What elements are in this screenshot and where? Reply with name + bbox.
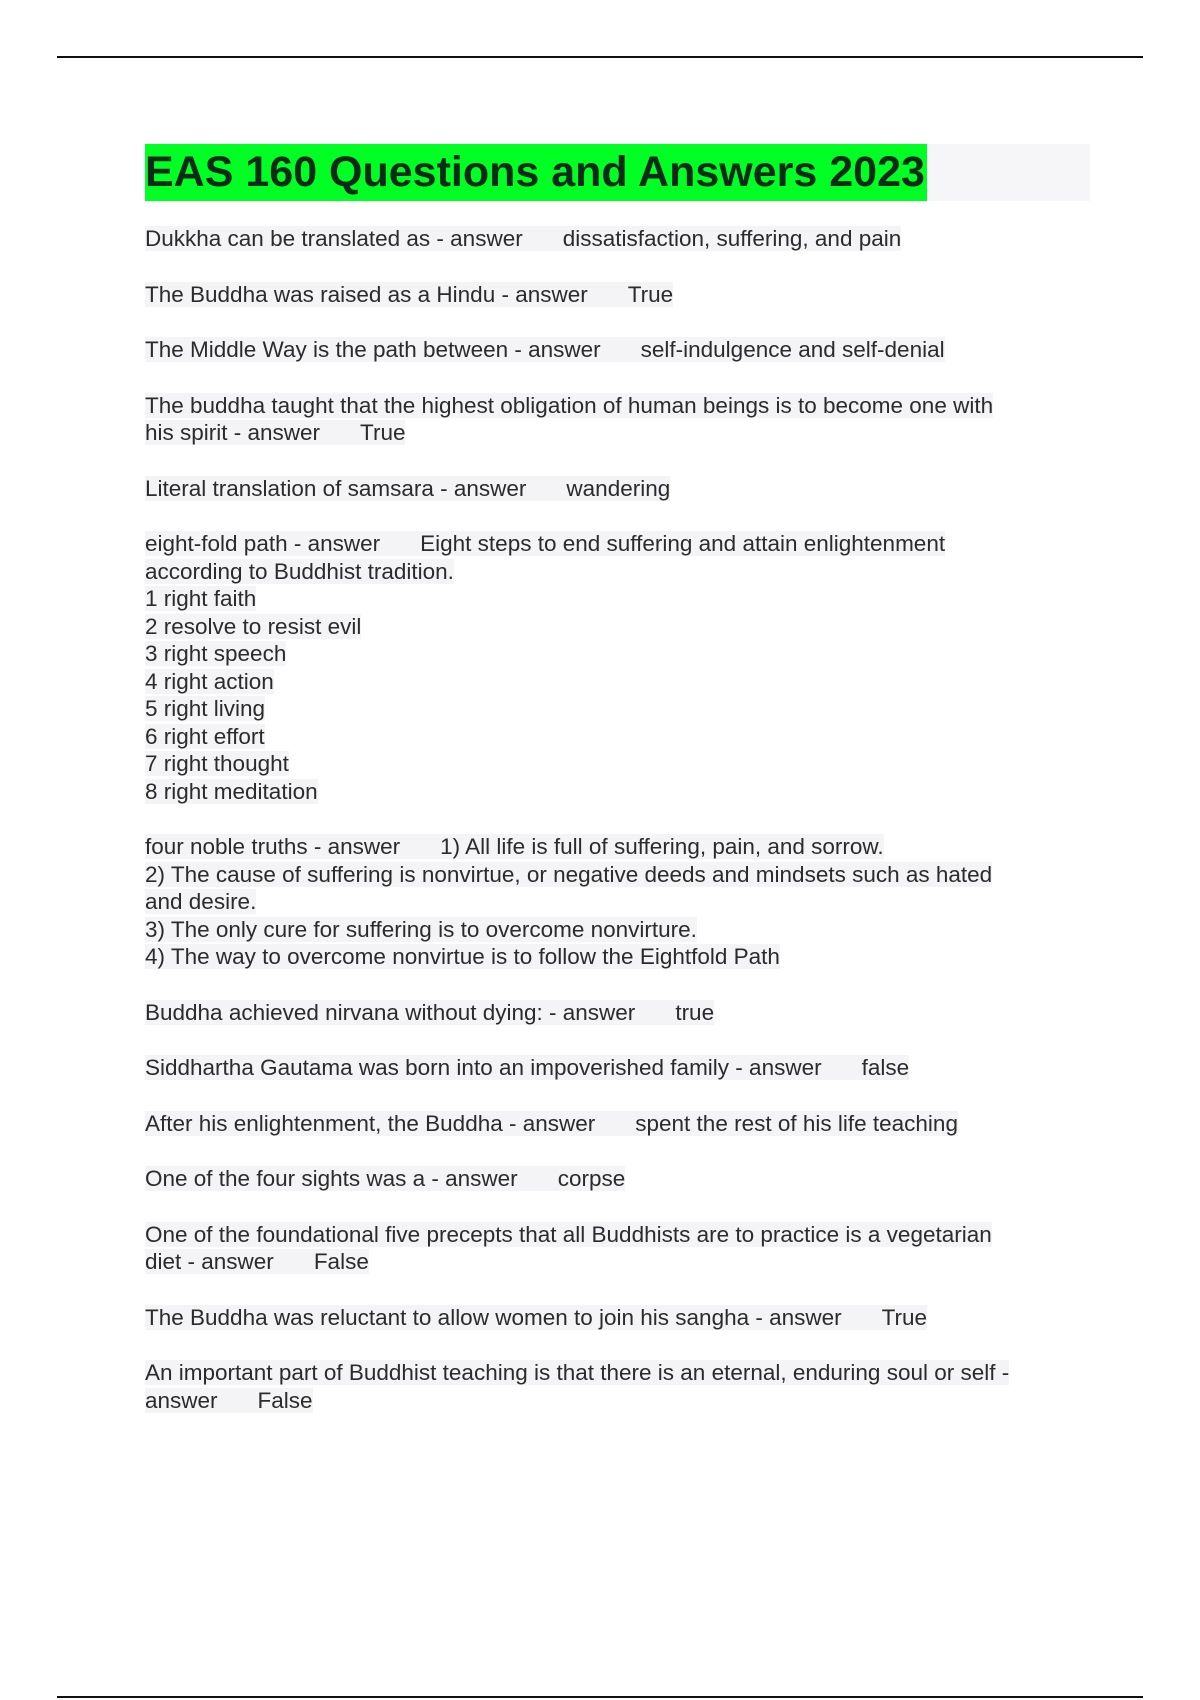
qa-item — [145, 336, 1090, 364]
answer-text: corpse — [557, 1166, 626, 1191]
continuation-text: 6 right effort — [145, 723, 265, 749]
qa-line — [145, 225, 1090, 253]
answer-text: False — [257, 1387, 313, 1413]
bottom-rule — [57, 1696, 1143, 1698]
qa-item — [145, 1221, 1090, 1276]
title-row — [145, 144, 1090, 201]
qa-item — [145, 475, 1090, 503]
continuation-text: and desire. — [145, 889, 257, 914]
question-text: The Buddha was reluctant to allow women to join his sangha - answer — [145, 1304, 842, 1330]
qa-line — [145, 888, 1090, 916]
qa-line — [145, 1165, 1090, 1193]
qa-line — [145, 943, 1090, 971]
question-text: The Middle Way is the path between - answer — [145, 337, 601, 362]
question-text: four noble truths - answer — [145, 834, 401, 859]
continuation-text: 1 right faith — [145, 586, 257, 611]
qa-line — [145, 336, 1090, 364]
qa-line — [145, 999, 1090, 1027]
qa-line — [145, 916, 1090, 944]
qa-item — [145, 1054, 1090, 1082]
qa-line — [145, 778, 1090, 806]
continuation-text: 4) The way to overcome nonvirtue is to follow the Eightfold Path — [145, 944, 780, 969]
qa-list — [145, 225, 1090, 1414]
continuation-text: answer — [145, 1387, 218, 1413]
qa-item — [145, 833, 1090, 971]
continuation-text: 2 resolve to resist evil — [145, 613, 362, 639]
continuation-text: 3 right speech — [145, 641, 287, 666]
qa-line — [145, 861, 1090, 889]
qa-item — [145, 1165, 1090, 1193]
answer-text: dissatisfaction, suffering, and pain — [562, 226, 902, 251]
question-text: The buddha taught that the highest obligation of human beings is to become one with — [145, 392, 994, 418]
continuation-text: diet - answer — [145, 1249, 274, 1274]
answer-text: True — [881, 1304, 928, 1330]
qa-line — [145, 723, 1090, 751]
qa-item — [145, 999, 1090, 1027]
question-text: Buddha achieved nirvana without dying: - answer — [145, 999, 636, 1025]
question-text: Literal translation of samsara - answer — [145, 475, 527, 501]
qa-line — [145, 1304, 1090, 1332]
document-title: EAS 160 Questions and Answers 2023 — [145, 144, 927, 201]
question-text: After his enlightenment, the Buddha - answer — [145, 1110, 596, 1136]
qa-item — [145, 281, 1090, 309]
qa-line — [145, 585, 1090, 613]
question-text: Dukkha can be translated as - answer — [145, 226, 523, 251]
question-text: One of the four sights was a - answer — [145, 1166, 518, 1191]
continuation-text: 8 right meditation — [145, 778, 318, 804]
qa-line — [145, 613, 1090, 641]
continuation-text: 3) The only cure for suffering is to overcome nonvirture. — [145, 916, 697, 942]
qa-line — [145, 530, 1090, 558]
qa-item — [145, 530, 1090, 805]
continuation-text: according to Buddhist tradition. — [145, 558, 454, 584]
qa-line — [145, 833, 1090, 861]
answer-text: True — [360, 420, 406, 445]
answer-text: Eight steps to end suffering and attain enlightenment — [420, 531, 946, 556]
qa-item — [145, 1359, 1090, 1414]
question-text: The Buddha was raised as a Hindu - answer — [145, 281, 588, 307]
qa-line — [145, 668, 1090, 696]
qa-item — [145, 1304, 1090, 1332]
continuation-text: 2) The cause of suffering is nonvirtue, or negative deeds and mindsets such as hated — [145, 861, 993, 887]
qa-line — [145, 558, 1090, 586]
answer-text: spent the rest of his life teaching — [635, 1110, 958, 1136]
qa-line — [145, 281, 1090, 309]
answer-text: True — [627, 281, 674, 307]
top-rule — [57, 56, 1143, 58]
qa-line — [145, 1221, 1090, 1249]
continuation-text: 4 right action — [145, 668, 274, 694]
qa-line — [145, 695, 1090, 723]
continuation-text: 7 right thought — [145, 751, 289, 776]
document-content — [145, 144, 1090, 1442]
qa-line — [145, 1110, 1090, 1138]
qa-line — [145, 1387, 1090, 1415]
answer-text: false — [861, 1055, 910, 1080]
qa-item — [145, 392, 1090, 447]
question-text: Siddhartha Gautama was born into an impoverished family - answer — [145, 1055, 822, 1080]
continuation-text: his spirit - answer — [145, 420, 321, 445]
answer-text: False — [313, 1249, 369, 1274]
qa-item — [145, 225, 1090, 253]
question-text: An important part of Buddhist teaching is that there is an eternal, enduring soul or self - — [145, 1360, 1010, 1385]
qa-line — [145, 419, 1090, 447]
qa-line — [145, 1359, 1090, 1387]
answer-text: wandering — [566, 475, 671, 501]
answer-text: 1) All life is full of suffering, pain, and sorrow. — [440, 834, 884, 859]
qa-line — [145, 1054, 1090, 1082]
question-text: eight-fold path - answer — [145, 531, 381, 556]
question-text: One of the foundational five precepts that all Buddhists are to practice is a vegetarian — [145, 1221, 992, 1247]
qa-line — [145, 640, 1090, 668]
qa-line — [145, 750, 1090, 778]
qa-item — [145, 1110, 1090, 1138]
continuation-text: 5 right living — [145, 696, 266, 721]
answer-text: self-indulgence and self-denial — [640, 337, 945, 362]
answer-text: true — [675, 999, 715, 1025]
qa-line — [145, 475, 1090, 503]
qa-line — [145, 392, 1090, 420]
qa-line — [145, 1248, 1090, 1276]
